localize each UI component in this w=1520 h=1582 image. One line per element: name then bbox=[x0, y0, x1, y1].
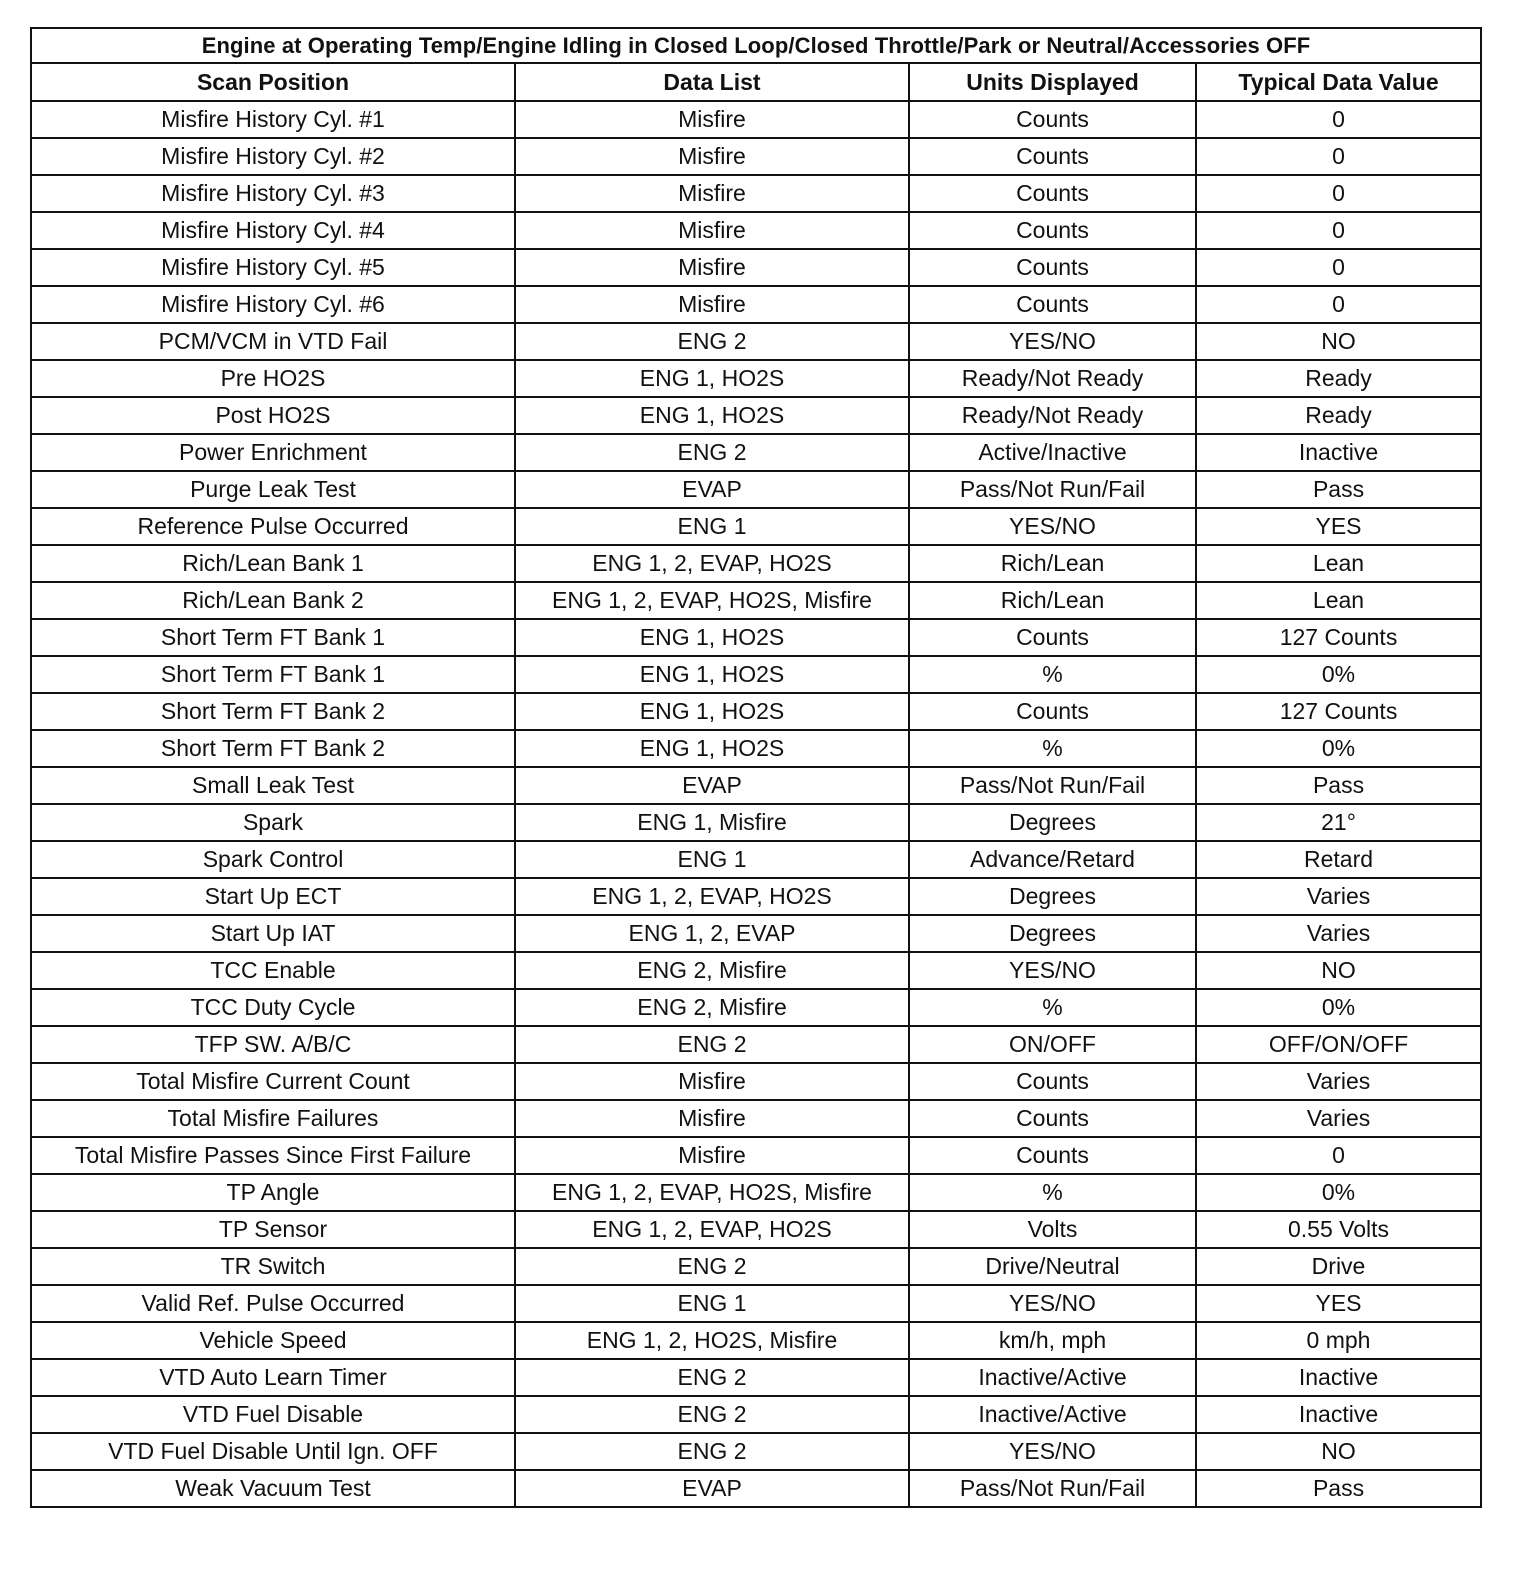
units-displayed-cell: YES/NO bbox=[909, 323, 1196, 360]
units-displayed-cell: Counts bbox=[909, 175, 1196, 212]
data-list-cell: ENG 2 bbox=[515, 434, 909, 471]
scan-position-cell: Short Term FT Bank 2 bbox=[31, 693, 515, 730]
header-units-displayed: Units Displayed bbox=[909, 63, 1196, 101]
data-list-cell: EVAP bbox=[515, 1470, 909, 1507]
scan-position-cell: Start Up IAT bbox=[31, 915, 515, 952]
table-row bbox=[31, 1026, 1481, 1063]
scan-position-cell: Short Term FT Bank 2 bbox=[31, 730, 515, 767]
data-list-cell: Misfire bbox=[515, 138, 909, 175]
data-list-cell: ENG 1 bbox=[515, 1285, 909, 1322]
scan-position-cell: VTD Fuel Disable Until Ign. OFF bbox=[31, 1433, 515, 1470]
typical-data-value-cell: Lean bbox=[1196, 582, 1481, 619]
typical-data-value-cell: 127 Counts bbox=[1196, 619, 1481, 656]
data-list-cell: Misfire bbox=[515, 175, 909, 212]
header-typical-data-value: Typical Data Value bbox=[1196, 63, 1481, 101]
scan-position-cell: Total Misfire Current Count bbox=[31, 1063, 515, 1100]
scan-position-cell: Vehicle Speed bbox=[31, 1322, 515, 1359]
units-displayed-cell: Volts bbox=[909, 1211, 1196, 1248]
table-title-row bbox=[31, 28, 1481, 63]
typical-data-value-cell: Pass bbox=[1196, 767, 1481, 804]
typical-data-value-cell: Ready bbox=[1196, 397, 1481, 434]
data-list-cell: ENG 1, 2, EVAP, HO2S, Misfire bbox=[515, 582, 909, 619]
header-scan-position: Scan Position bbox=[31, 63, 515, 101]
data-list-cell: ENG 2 bbox=[515, 1433, 909, 1470]
table-row bbox=[31, 1211, 1481, 1248]
units-displayed-cell: YES/NO bbox=[909, 508, 1196, 545]
table-row bbox=[31, 878, 1481, 915]
table-row bbox=[31, 1174, 1481, 1211]
units-displayed-cell: Inactive/Active bbox=[909, 1396, 1196, 1433]
typical-data-value-cell: 0 mph bbox=[1196, 1322, 1481, 1359]
typical-data-value-cell: Varies bbox=[1196, 1100, 1481, 1137]
data-list-cell: ENG 2 bbox=[515, 323, 909, 360]
table-row bbox=[31, 619, 1481, 656]
data-list-cell: Misfire bbox=[515, 101, 909, 138]
data-list-cell: ENG 2 bbox=[515, 1396, 909, 1433]
typical-data-value-cell: 0% bbox=[1196, 989, 1481, 1026]
scan-position-cell: VTD Fuel Disable bbox=[31, 1396, 515, 1433]
typical-data-value-cell: Inactive bbox=[1196, 434, 1481, 471]
typical-data-value-cell: 0 bbox=[1196, 212, 1481, 249]
units-displayed-cell: Counts bbox=[909, 1137, 1196, 1174]
units-displayed-cell: Rich/Lean bbox=[909, 545, 1196, 582]
units-displayed-cell: Rich/Lean bbox=[909, 582, 1196, 619]
scan-position-cell: Misfire History Cyl. #6 bbox=[31, 286, 515, 323]
units-displayed-cell: Counts bbox=[909, 1063, 1196, 1100]
typical-data-value-cell: Varies bbox=[1196, 915, 1481, 952]
table-row bbox=[31, 1470, 1481, 1507]
typical-data-value-cell: 0% bbox=[1196, 1174, 1481, 1211]
table-row bbox=[31, 841, 1481, 878]
scan-position-cell: Misfire History Cyl. #1 bbox=[31, 101, 515, 138]
units-displayed-cell: Ready/Not Ready bbox=[909, 397, 1196, 434]
typical-data-value-cell: 0 bbox=[1196, 249, 1481, 286]
table-row bbox=[31, 693, 1481, 730]
units-displayed-cell: % bbox=[909, 656, 1196, 693]
scan-position-cell: Pre HO2S bbox=[31, 360, 515, 397]
scan-position-cell: TP Angle bbox=[31, 1174, 515, 1211]
typical-data-value-cell: Pass bbox=[1196, 1470, 1481, 1507]
header-data-list: Data List bbox=[515, 63, 909, 101]
scan-position-cell: Reference Pulse Occurred bbox=[31, 508, 515, 545]
scan-position-cell: Total Misfire Passes Since First Failure bbox=[31, 1137, 515, 1174]
data-list-cell: ENG 2, Misfire bbox=[515, 989, 909, 1026]
data-list-cell: ENG 2 bbox=[515, 1248, 909, 1285]
units-displayed-cell: Counts bbox=[909, 1100, 1196, 1137]
data-list-cell: ENG 1, HO2S bbox=[515, 360, 909, 397]
data-list-cell: ENG 1, 2, EVAP, HO2S, Misfire bbox=[515, 1174, 909, 1211]
data-list-cell: Misfire bbox=[515, 1063, 909, 1100]
units-displayed-cell: Inactive/Active bbox=[909, 1359, 1196, 1396]
data-list-cell: ENG 1, 2, EVAP bbox=[515, 915, 909, 952]
data-list-cell: Misfire bbox=[515, 1100, 909, 1137]
typical-data-value-cell: 21° bbox=[1196, 804, 1481, 841]
typical-data-value-cell: Lean bbox=[1196, 545, 1481, 582]
data-list-cell: EVAP bbox=[515, 471, 909, 508]
scan-position-cell: Misfire History Cyl. #3 bbox=[31, 175, 515, 212]
scan-position-cell: TFP SW. A/B/C bbox=[31, 1026, 515, 1063]
typical-data-value-cell: Inactive bbox=[1196, 1396, 1481, 1433]
units-displayed-cell: Counts bbox=[909, 138, 1196, 175]
units-displayed-cell: Counts bbox=[909, 693, 1196, 730]
data-list-cell: ENG 1, HO2S bbox=[515, 619, 909, 656]
scan-position-cell: TR Switch bbox=[31, 1248, 515, 1285]
units-displayed-cell: Counts bbox=[909, 286, 1196, 323]
table-row bbox=[31, 1396, 1481, 1433]
table-row bbox=[31, 397, 1481, 434]
data-list-cell: ENG 1, HO2S bbox=[515, 693, 909, 730]
scan-position-cell: Post HO2S bbox=[31, 397, 515, 434]
typical-data-value-cell: Drive bbox=[1196, 1248, 1481, 1285]
scan-position-cell: Purge Leak Test bbox=[31, 471, 515, 508]
scan-position-cell: VTD Auto Learn Timer bbox=[31, 1359, 515, 1396]
data-list-cell: ENG 1, HO2S bbox=[515, 397, 909, 434]
typical-data-value-cell: 0 bbox=[1196, 101, 1481, 138]
table-row bbox=[31, 434, 1481, 471]
scan-position-cell: Rich/Lean Bank 2 bbox=[31, 582, 515, 619]
table-row bbox=[31, 915, 1481, 952]
table-row bbox=[31, 1285, 1481, 1322]
typical-data-value-cell: 0% bbox=[1196, 656, 1481, 693]
scan-position-cell: Misfire History Cyl. #5 bbox=[31, 249, 515, 286]
data-list-cell: Misfire bbox=[515, 212, 909, 249]
scan-data-table bbox=[30, 27, 1482, 1508]
typical-data-value-cell: Varies bbox=[1196, 1063, 1481, 1100]
table-row bbox=[31, 360, 1481, 397]
scan-position-cell: TP Sensor bbox=[31, 1211, 515, 1248]
typical-data-value-cell: Pass bbox=[1196, 471, 1481, 508]
scan-position-cell: Small Leak Test bbox=[31, 767, 515, 804]
table-row bbox=[31, 730, 1481, 767]
typical-data-value-cell: YES bbox=[1196, 508, 1481, 545]
data-list-cell: ENG 2 bbox=[515, 1026, 909, 1063]
units-displayed-cell: Counts bbox=[909, 101, 1196, 138]
typical-data-value-cell: YES bbox=[1196, 1285, 1481, 1322]
table-row bbox=[31, 471, 1481, 508]
units-displayed-cell: Ready/Not Ready bbox=[909, 360, 1196, 397]
typical-data-value-cell: NO bbox=[1196, 952, 1481, 989]
units-displayed-cell: % bbox=[909, 1174, 1196, 1211]
table-row bbox=[31, 989, 1481, 1026]
table-row bbox=[31, 1137, 1481, 1174]
typical-data-value-cell: OFF/ON/OFF bbox=[1196, 1026, 1481, 1063]
typical-data-value-cell: Retard bbox=[1196, 841, 1481, 878]
scan-position-cell: Misfire History Cyl. #4 bbox=[31, 212, 515, 249]
units-displayed-cell: YES/NO bbox=[909, 1285, 1196, 1322]
scan-position-cell: Misfire History Cyl. #2 bbox=[31, 138, 515, 175]
table-row bbox=[31, 508, 1481, 545]
units-displayed-cell: Pass/Not Run/Fail bbox=[909, 471, 1196, 508]
table-row bbox=[31, 1100, 1481, 1137]
table-row bbox=[31, 138, 1481, 175]
data-list-cell: ENG 1, 2, EVAP, HO2S bbox=[515, 878, 909, 915]
scan-position-cell: Spark Control bbox=[31, 841, 515, 878]
scan-data-table-container bbox=[30, 27, 1480, 1508]
scan-position-cell: Short Term FT Bank 1 bbox=[31, 656, 515, 693]
data-list-cell: Misfire bbox=[515, 249, 909, 286]
data-list-cell: Misfire bbox=[515, 1137, 909, 1174]
typical-data-value-cell: NO bbox=[1196, 323, 1481, 360]
table-row bbox=[31, 767, 1481, 804]
typical-data-value-cell: Inactive bbox=[1196, 1359, 1481, 1396]
data-list-cell: ENG 1, Misfire bbox=[515, 804, 909, 841]
units-displayed-cell: Drive/Neutral bbox=[909, 1248, 1196, 1285]
typical-data-value-cell: 0.55 Volts bbox=[1196, 1211, 1481, 1248]
table-row bbox=[31, 1433, 1481, 1470]
typical-data-value-cell: 0 bbox=[1196, 138, 1481, 175]
table-row bbox=[31, 101, 1481, 138]
typical-data-value-cell: 0 bbox=[1196, 175, 1481, 212]
scan-position-cell: Start Up ECT bbox=[31, 878, 515, 915]
scan-position-cell: Spark bbox=[31, 804, 515, 841]
table-row bbox=[31, 1322, 1481, 1359]
table-body bbox=[31, 101, 1481, 1507]
data-list-cell: ENG 2, Misfire bbox=[515, 952, 909, 989]
units-displayed-cell: Degrees bbox=[909, 915, 1196, 952]
table-row bbox=[31, 545, 1481, 582]
units-displayed-cell: % bbox=[909, 989, 1196, 1026]
table-title: Engine at Operating Temp/Engine Idling in Closed Loop/Closed Throttle/Park or Neutral/Accessories OFF bbox=[31, 28, 1481, 63]
units-displayed-cell: Degrees bbox=[909, 878, 1196, 915]
units-displayed-cell: Counts bbox=[909, 249, 1196, 286]
data-list-cell: ENG 1, 2, EVAP, HO2S bbox=[515, 545, 909, 582]
table-row bbox=[31, 1359, 1481, 1396]
table-row bbox=[31, 952, 1481, 989]
table-row bbox=[31, 286, 1481, 323]
table-row bbox=[31, 656, 1481, 693]
data-list-cell: EVAP bbox=[515, 767, 909, 804]
scan-position-cell: TCC Duty Cycle bbox=[31, 989, 515, 1026]
units-displayed-cell: km/h, mph bbox=[909, 1322, 1196, 1359]
data-list-cell: ENG 1, 2, HO2S, Misfire bbox=[515, 1322, 909, 1359]
typical-data-value-cell: 0 bbox=[1196, 1137, 1481, 1174]
data-list-cell: ENG 1 bbox=[515, 508, 909, 545]
data-list-cell: Misfire bbox=[515, 286, 909, 323]
units-displayed-cell: Pass/Not Run/Fail bbox=[909, 1470, 1196, 1507]
units-displayed-cell: YES/NO bbox=[909, 952, 1196, 989]
table-row bbox=[31, 804, 1481, 841]
scan-position-cell: TCC Enable bbox=[31, 952, 515, 989]
units-displayed-cell: Degrees bbox=[909, 804, 1196, 841]
table-header-row bbox=[31, 63, 1481, 101]
table-row bbox=[31, 582, 1481, 619]
table-row bbox=[31, 249, 1481, 286]
units-displayed-cell: Pass/Not Run/Fail bbox=[909, 767, 1196, 804]
table-row bbox=[31, 323, 1481, 360]
table-row bbox=[31, 212, 1481, 249]
data-list-cell: ENG 1 bbox=[515, 841, 909, 878]
data-list-cell: ENG 1, 2, EVAP, HO2S bbox=[515, 1211, 909, 1248]
scan-position-cell: PCM/VCM in VTD Fail bbox=[31, 323, 515, 360]
table-row bbox=[31, 1248, 1481, 1285]
data-list-cell: ENG 1, HO2S bbox=[515, 730, 909, 767]
scan-position-cell: Valid Ref. Pulse Occurred bbox=[31, 1285, 515, 1322]
table-row bbox=[31, 175, 1481, 212]
units-displayed-cell: % bbox=[909, 730, 1196, 767]
typical-data-value-cell: Varies bbox=[1196, 878, 1481, 915]
scan-position-cell: Total Misfire Failures bbox=[31, 1100, 515, 1137]
units-displayed-cell: Counts bbox=[909, 212, 1196, 249]
units-displayed-cell: ON/OFF bbox=[909, 1026, 1196, 1063]
units-displayed-cell: YES/NO bbox=[909, 1433, 1196, 1470]
scan-position-cell: Rich/Lean Bank 1 bbox=[31, 545, 515, 582]
scan-position-cell: Power Enrichment bbox=[31, 434, 515, 471]
units-displayed-cell: Advance/Retard bbox=[909, 841, 1196, 878]
table-row bbox=[31, 1063, 1481, 1100]
typical-data-value-cell: 127 Counts bbox=[1196, 693, 1481, 730]
data-list-cell: ENG 2 bbox=[515, 1359, 909, 1396]
typical-data-value-cell: 0% bbox=[1196, 730, 1481, 767]
typical-data-value-cell: Ready bbox=[1196, 360, 1481, 397]
typical-data-value-cell: NO bbox=[1196, 1433, 1481, 1470]
units-displayed-cell: Counts bbox=[909, 619, 1196, 656]
scan-position-cell: Short Term FT Bank 1 bbox=[31, 619, 515, 656]
data-list-cell: ENG 1, HO2S bbox=[515, 656, 909, 693]
units-displayed-cell: Active/Inactive bbox=[909, 434, 1196, 471]
typical-data-value-cell: 0 bbox=[1196, 286, 1481, 323]
scan-position-cell: Weak Vacuum Test bbox=[31, 1470, 515, 1507]
